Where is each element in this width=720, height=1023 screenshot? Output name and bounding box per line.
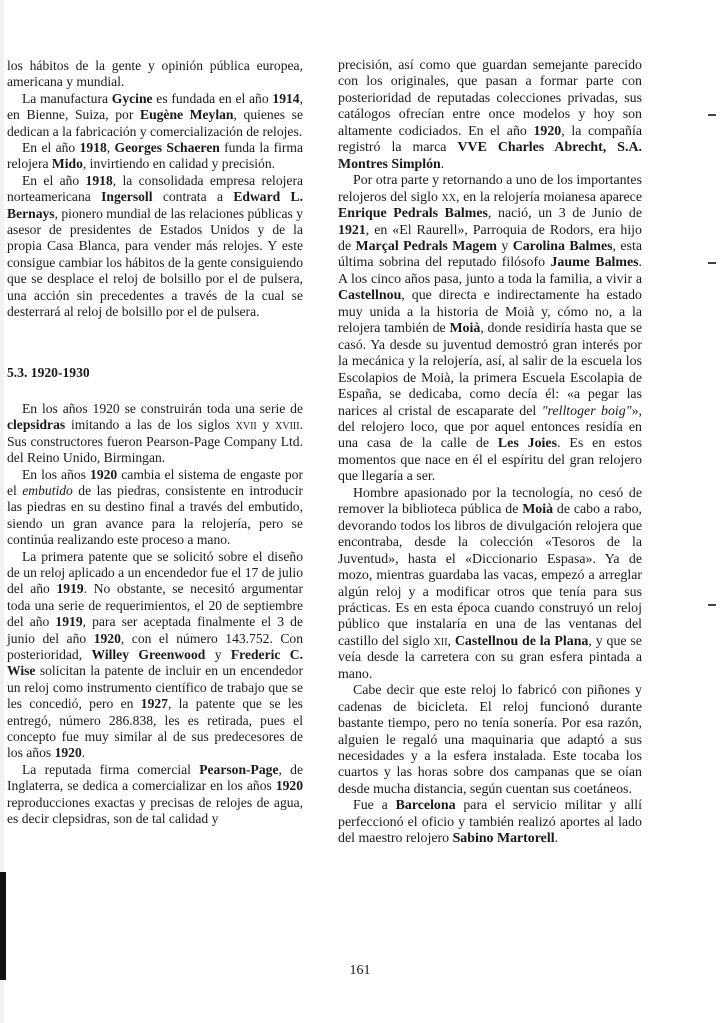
right-column	[338, 58, 642, 848]
paragraph: En el año 1918, la consolidada empresa relojera norteamericana Ingersoll contrata a Edward L. Bernays, pionero mundial de las relaciones públicas y asesor de presidentes de Estados Unidos y de la propia Casa Blanca, para vender más relojes. Y este consigue cambiar los hábitos de la gente consiguiendo que se desplace el reloj de bolsillo por el de pulsera, una acción sin precedentes a través de la cual se desterrará al reloj de bolsillo por el de pulsera.	[7, 172, 303, 320]
paragraph: Hombre apasionado por la tecnología, no cesó de remover la biblioteca pública de Moià de cabo a rabo, devorando todos los libros de divulgación relojera que encontraba, desde la colección «Tesoros de la Juventud», hasta el «Diccionario Espasa». Ya de mozo, mientras guardaba las vacas, empezó a arreglar algún reloj y a modificar otros que tenía para sus prácticas. Es en esta época cuando construyó un reloj público que instalaría en una de las ventanas del castillo del siglo xii, Castellnou de la Plana, y que se veía desde la carretera con su gran esfera pintada a mano.	[338, 485, 643, 682]
paragraph: Por otra parte y retornando a uno de los importantes relojeros del siglo xx, en la relojería moianesa aparece Enrique Pedrals Balmes, nació, un 3 de Junio de 1921, en «El Raurell», Parroquia de Rodors, era hijo de Marçal Pedrals Magem y Carolina Balmes, esta última sobrina del reputado filósofo Jaume Balmes. A los cinco años pasa, junto a toda la familia, a vivir a Castellnou, que directa e indirectamente ha estado muy unida a la historia de Moià y, cómo no, a la relojera también de Moià, donde residiría hasta que se casó. Ya desde su juventud demostró gran interés por la mecánica y la relojería, así, al salir de la escuela los Escolapios de Moià, la primera Escuela Escolapia de España, se dedicaba, como decía él: «a pegar las narices al cristal de escaparate del "relltoger boig"», del relojero loco, que por aquel entonces residía en una casa de la calle de Les Joies. Es en estos momentos que nace en él el espíritu del gran relojero que llegaría a ser.	[338, 173, 643, 485]
left-column	[7, 58, 303, 827]
margin-mark	[708, 114, 716, 116]
paragraph: precisión, así como que guardan semejante parecido con los originales, que pasan a formar parte con posterioridad de reputadas colecciones privadas, sus catálogos ofrecían entre once modelos y hoy son altamente codiciados. En el año 1920, la compañía registró la marca VVE Charles Abrecht, S.A. Montres Simplón.	[338, 58, 642, 172]
paragraph: La primera patente que se solicitó sobre el diseño de un reloj aplicado a un encendedor fue el 17 de julio del año 1919. No obstante, se necesitó argumentar toda una serie de requerimientos, el 20 de septiembre del año 1919, para ser aceptada finalmente el 3 de junio del año 1920, con el número 143.752. Con posterioridad, Willey Greenwood y Frederic C. Wise solicitan la patente de incluir en un encendedor un reloj como instrumento científico de trabajo que se les concedió, pero en 1927, la patente que se les entregó, número 286.838, les es retirada, pues el concepto fue muy similar al de sus predecesores de los años 1920.	[7, 548, 304, 761]
margin-mark	[708, 604, 716, 606]
section-heading: 5.3. 1920-1930	[7, 364, 90, 380]
paragraph: Cabe decir que este reloj lo fabricó con piñones y cadenas de bicicleta. El reloj funcionó durante bastante tiempo, pero no tenía sonería. Por esa razón, alguien le regaló una maquinaria que adaptó a sus necesidades y a la esfera instalada. Este tocaba los cuartos y las horas sobre dos campanas que se oían desde mucha distancia, según cuentan sus coetáneos.	[338, 683, 642, 797]
paragraph: En los años 1920 cambia el sistema de engaste por el embutido de las piedras, consistente en introducir las piedras en su destino final a través del embutido, siendo un gran avance para la relojería, pero se continúa realizando este proceso a mano.	[7, 466, 304, 548]
paragraph: La reputada firma comercial Pearson-Page, de Inglaterra, se dedica a comercializar en los años 1920 reproducciones exactas y precisas de relojes de agua, es decir clepsidras, son de tal calidad y	[7, 761, 303, 827]
margin-mark	[708, 262, 716, 264]
paragraph: Fue a Barcelona para el servicio militar y allí perfeccionó el oficio y también realizó aportes al lado del maestro relojero Sabino Martorell.	[338, 798, 642, 847]
paragraph: En el año 1918, Georges Schaeren funda la firma relojera Mido, invirtiendo en calidad y precisión.	[7, 140, 304, 172]
paragraph: La manufactura Gycine es fundada en el año 1914, en Bienne, Suiza, por Eugène Meylan, quienes se dedican a la fabricación y comercialización de relojes.	[7, 90, 303, 139]
page-number: 161	[349, 963, 371, 978]
page-left-edge	[0, 0, 4, 1023]
paragraph: los hábitos de la gente y opinión pública europea, americana y mundial.	[7, 58, 303, 90]
paragraph: En los años 1920 se construirán toda una serie de clepsidras imitando a las de los siglos xvii y xviii. Sus constructores fueron Pearson-Page Company Ltd. del Reino Unido, Birmingan.	[7, 400, 303, 466]
